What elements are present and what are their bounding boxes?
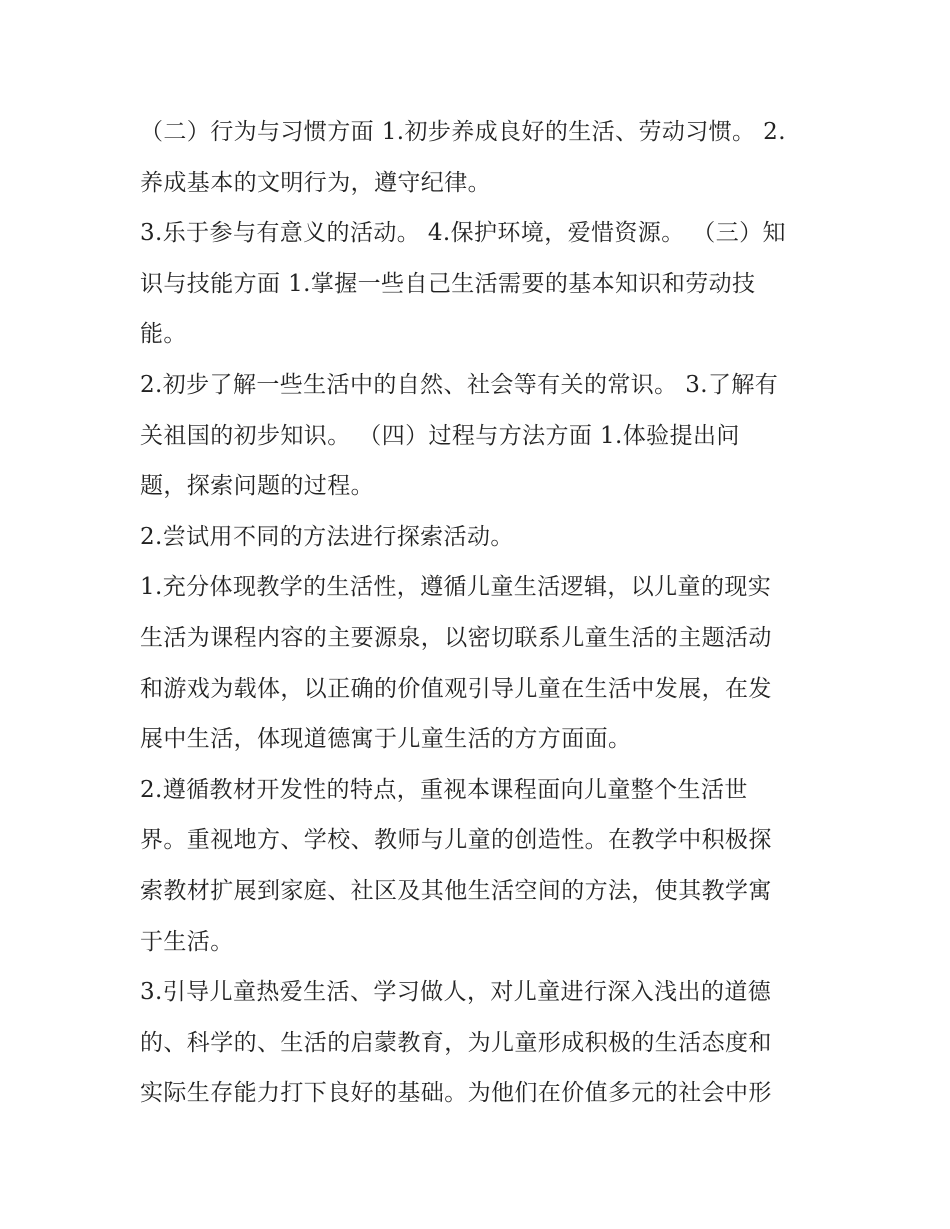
text-line: 索教材扩展到家庭、社区及其他生活空间的方法，使其教学寓 xyxy=(140,877,772,904)
text-line: 3.引导儿童热爱生活、学习做人，对儿童进行深入浅出的道德 xyxy=(140,979,772,1006)
text-line: 2.尝试用不同的方法进行探索活动。 xyxy=(140,523,514,550)
body-text xyxy=(140,107,820,1119)
text-line: 题，探索问题的过程。 xyxy=(140,473,374,500)
text-line: 2.初步了解一些生活中的自然、社会等有关的常识。 3.了解有 xyxy=(140,371,779,398)
text-line: （二）行为与习惯方面 1.初步养成良好的生活、劳动习惯。 2. xyxy=(140,119,786,145)
text-line: 识与技能方面 1.掌握一些自己生活需要的基本知识和劳动技 xyxy=(140,270,756,297)
text-line: 界。重视地方、学校、教师与儿童的创造性。在教学中积极探 xyxy=(140,827,772,854)
text-line: 生活为课程内容的主要源泉，以密切联系儿童生活的主题活动 xyxy=(140,624,772,651)
text-line: 1.充分体现教学的生活性，遵循儿童生活逻辑，以儿童的现实 xyxy=(140,574,772,601)
text-line: 和游戏为载体，以正确的价值观引导儿童在生活中发展，在发 xyxy=(140,675,772,702)
text-line: 的、科学的、生活的启蒙教育，为儿童形成积极的生活态度和 xyxy=(140,1029,772,1056)
text-line: 实际生存能力打下良好的基础。为他们在价值多元的社会中形 xyxy=(140,1080,772,1107)
text-line: 关祖国的初步知识。 （四）过程与方法方面 1.体验提出问 xyxy=(140,422,740,449)
text-line: 2.遵循教材开发性的特点，重视本课程面向儿童整个生活世 xyxy=(140,776,748,803)
text-line: 3.乐于参与有意义的活动。 4.保护环境，爱惜资源。 （三）知 xyxy=(140,220,786,247)
text-line: 展中生活，体现道德寓于儿童生活的方方面面。 xyxy=(140,726,632,753)
text-line: 养成基本的文明行为，遵守纪律。 xyxy=(140,169,491,196)
text-line: 能。 xyxy=(140,321,187,348)
text-line: 于生活。 xyxy=(140,928,234,955)
